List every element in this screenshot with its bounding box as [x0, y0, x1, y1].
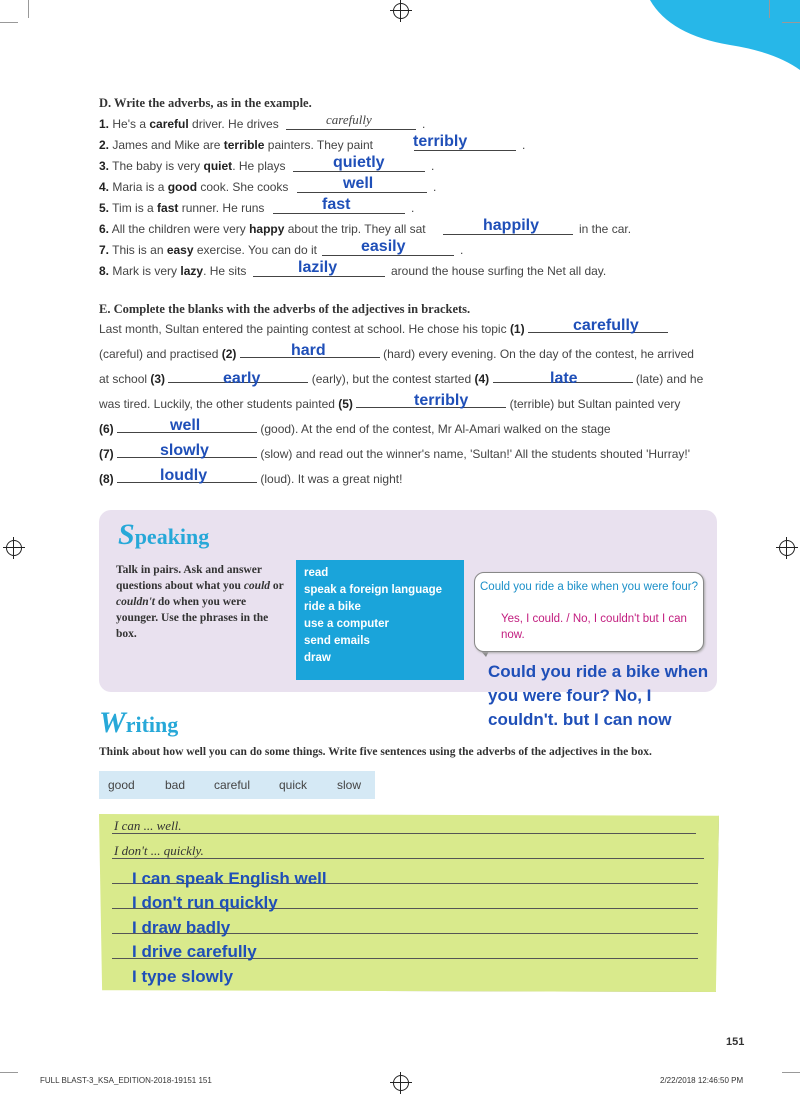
speech-bubble [474, 572, 704, 652]
text: around the house surfing the Net all day. [391, 264, 607, 278]
exercise-d-item [99, 178, 288, 196]
title-rest: peaking [134, 524, 210, 549]
blank-number: (7) [99, 447, 114, 461]
crop-mark [782, 1072, 800, 1073]
text: driver. He drives [188, 117, 279, 131]
adjective: good [167, 180, 198, 194]
writing-title [99, 706, 178, 740]
text: . [522, 138, 526, 152]
text: (good). At the end of the contest, Mr Al-Amari walked on the stage [260, 422, 611, 436]
text: All the children were very [111, 222, 250, 236]
bubble-answer: Yes, I could. / No, I couldn't but I can now. [501, 613, 687, 641]
exercise-e-line-3 [99, 368, 703, 386]
exercise-e-title: E. Complete the blanks with the adverbs of the adjectives in brackets. [99, 302, 471, 316]
phrase-item: draw [304, 652, 331, 664]
text: at school [99, 372, 148, 386]
text: He's a [112, 117, 150, 131]
blank-number: (6) [99, 422, 114, 436]
blank-number: (3) [150, 372, 166, 386]
phrase-item: ride a bike [304, 601, 361, 613]
adjective-item: quick [279, 778, 308, 792]
item-number: 2. [99, 138, 110, 152]
bubble-question: Could you ride a bike when you were four? [480, 581, 698, 593]
handwritten-answer: fast [322, 196, 351, 213]
text: (terrible) but Sultan painted very [509, 397, 681, 411]
handwritten-sentence: I don't run quickly [132, 893, 278, 912]
phrase-item: speak a foreign language [304, 584, 443, 596]
text: (slow) and read out the winner's name, 'Sultan!' All the students shouted 'Hurray!' [260, 447, 691, 461]
registration-mark-icon [393, 3, 409, 19]
text: painters. They paint [264, 138, 373, 152]
answer-blank[interactable] [286, 129, 416, 130]
adjective: fast [157, 201, 179, 215]
title-initial: W [99, 706, 126, 739]
adjectives-box [99, 771, 375, 799]
title-rest: riting [125, 712, 179, 737]
text: (late) and he [635, 372, 704, 386]
text: in the car. [579, 222, 632, 236]
handwritten-sentence: I can speak English well [132, 869, 327, 888]
handwritten-answer: quietly [333, 154, 385, 171]
handwritten-sentence: I drive carefully [132, 942, 257, 961]
adjective-item: bad [165, 778, 186, 792]
blank-number: (1) [509, 322, 525, 336]
text: . [411, 201, 415, 215]
handwritten-answer: carefully [573, 317, 639, 334]
text: . [460, 243, 464, 257]
adjective: quiet [203, 159, 233, 173]
phrase-item: send emails [304, 635, 370, 647]
handwritten-answer: loudly [160, 467, 208, 484]
handwritten-answer: early [223, 370, 261, 387]
registration-mark-icon [393, 1075, 409, 1091]
text: This is an [112, 243, 167, 257]
text: Maria is a [112, 180, 168, 194]
exercise-e-line-2 [99, 343, 694, 361]
exercise-d-item [99, 220, 426, 238]
example-sentence: I don't ... quickly. [114, 843, 204, 858]
text: (loud). It was a great night! [260, 472, 403, 486]
adjective-item: good [108, 778, 135, 792]
text: Mark is very [112, 264, 181, 278]
text: about the trip. They all sat [284, 222, 426, 236]
crop-mark [0, 22, 18, 23]
exercise-d-item [99, 115, 279, 133]
handwritten-answer: lazily [298, 259, 338, 276]
text: (hard) every evening. On the day of the contest, he arrived [383, 347, 694, 361]
handwritten-answer: terribly [413, 133, 468, 150]
handwritten-answer: slowly [160, 442, 209, 459]
adjective: happy [249, 222, 285, 236]
text: . [422, 117, 426, 131]
text: exercise. You can do it [193, 243, 317, 257]
adjective: careful [149, 117, 189, 131]
blank-number: (4) [474, 372, 490, 386]
blank-number: (8) [99, 472, 114, 486]
phrase-item: use a computer [304, 618, 389, 630]
text: Last month, Sultan entered the painting contest at school. He chose his topic [99, 322, 507, 336]
adjective: lazy [180, 264, 204, 278]
adjective: terrible [223, 138, 265, 152]
exercise-d-item [99, 136, 373, 154]
exercise-d-title: D. Write the adverbs, as in the example. [99, 96, 312, 110]
text: Talk in pairs. Ask and answer questions about what you [116, 564, 262, 592]
exercise-e-line-4 [99, 393, 680, 411]
item-number: 3. [99, 159, 110, 173]
footer-file-info: FULL BLAST-3_KSA_EDITION-2018-19151 151 [40, 1076, 212, 1085]
exercise-d-item [99, 262, 246, 280]
crop-mark [28, 0, 29, 18]
handwritten-sentence: I draw badly [132, 918, 231, 937]
writing-instructions: Think about how well you can do some things. Write five sentences using the adverbs of the adjectives in the box. [99, 746, 652, 758]
exercise-d-item [99, 199, 264, 217]
phrases-box [296, 560, 464, 680]
handwritten-dialogue: Could you ride a bike when you were four? No, I couldn't. but I can now [488, 662, 709, 729]
example-sentence: I can ... well. [114, 818, 182, 833]
phrase-item: read [304, 567, 329, 579]
speaking-instructions [116, 562, 286, 642]
adjective-item: careful [214, 778, 251, 792]
speaking-title [118, 518, 209, 552]
text: or [270, 580, 284, 592]
handwritten-answer: easily [361, 238, 406, 255]
text: . He plays [232, 159, 286, 173]
crop-mark [0, 1072, 18, 1073]
item-number: 5. [99, 201, 110, 215]
text: James and Mike are [112, 138, 224, 152]
crop-mark [769, 0, 770, 18]
text: The baby is very [112, 159, 204, 173]
text: (careful) and practised [99, 347, 219, 361]
adjective: easy [166, 243, 194, 257]
text: could [243, 580, 271, 592]
text: runner. He runs [178, 201, 265, 215]
writing-line [112, 833, 696, 834]
blank-number: (5) [338, 397, 353, 411]
item-number: 8. [99, 264, 110, 278]
handwritten-answer: late [550, 370, 578, 387]
text: cook. She cooks [197, 180, 289, 194]
exercise-d-item [99, 157, 286, 175]
item-number: 4. [99, 180, 110, 194]
handwritten-answer: well [343, 175, 374, 192]
text: (early), but the contest started [311, 372, 472, 386]
item-number: 1. [99, 117, 110, 131]
item-number: 6. [99, 222, 110, 236]
handwritten-answer: terribly [414, 392, 469, 409]
title-initial: S [118, 518, 135, 551]
example-answer: carefully [326, 112, 372, 127]
text: Tim is a [112, 201, 158, 215]
text: couldn't [116, 596, 155, 608]
handwritten-answer: happily [483, 217, 540, 234]
exercise-e-line-7 [99, 468, 402, 486]
registration-mark-icon [6, 540, 22, 556]
text: . He sits [203, 264, 247, 278]
exercise-d-item [99, 241, 317, 259]
adjective-item: slow [337, 778, 362, 792]
handwritten-answer: well [170, 417, 201, 434]
text: was tired. Luckily, the other students painted [99, 397, 335, 411]
text: do when you were younger. Use the phrases in the box. [116, 596, 269, 640]
text: . [431, 159, 435, 173]
blank-number: (2) [221, 347, 237, 361]
page-number: 151 [726, 1036, 745, 1048]
registration-mark-icon [779, 540, 795, 556]
footer-timestamp: 2/22/2018 12:46:50 PM [660, 1076, 744, 1085]
text: . [433, 180, 437, 194]
handwritten-sentence: I type slowly [132, 967, 234, 986]
handwritten-answer: hard [291, 342, 326, 359]
item-number: 7. [99, 243, 110, 257]
crop-mark [782, 22, 800, 23]
